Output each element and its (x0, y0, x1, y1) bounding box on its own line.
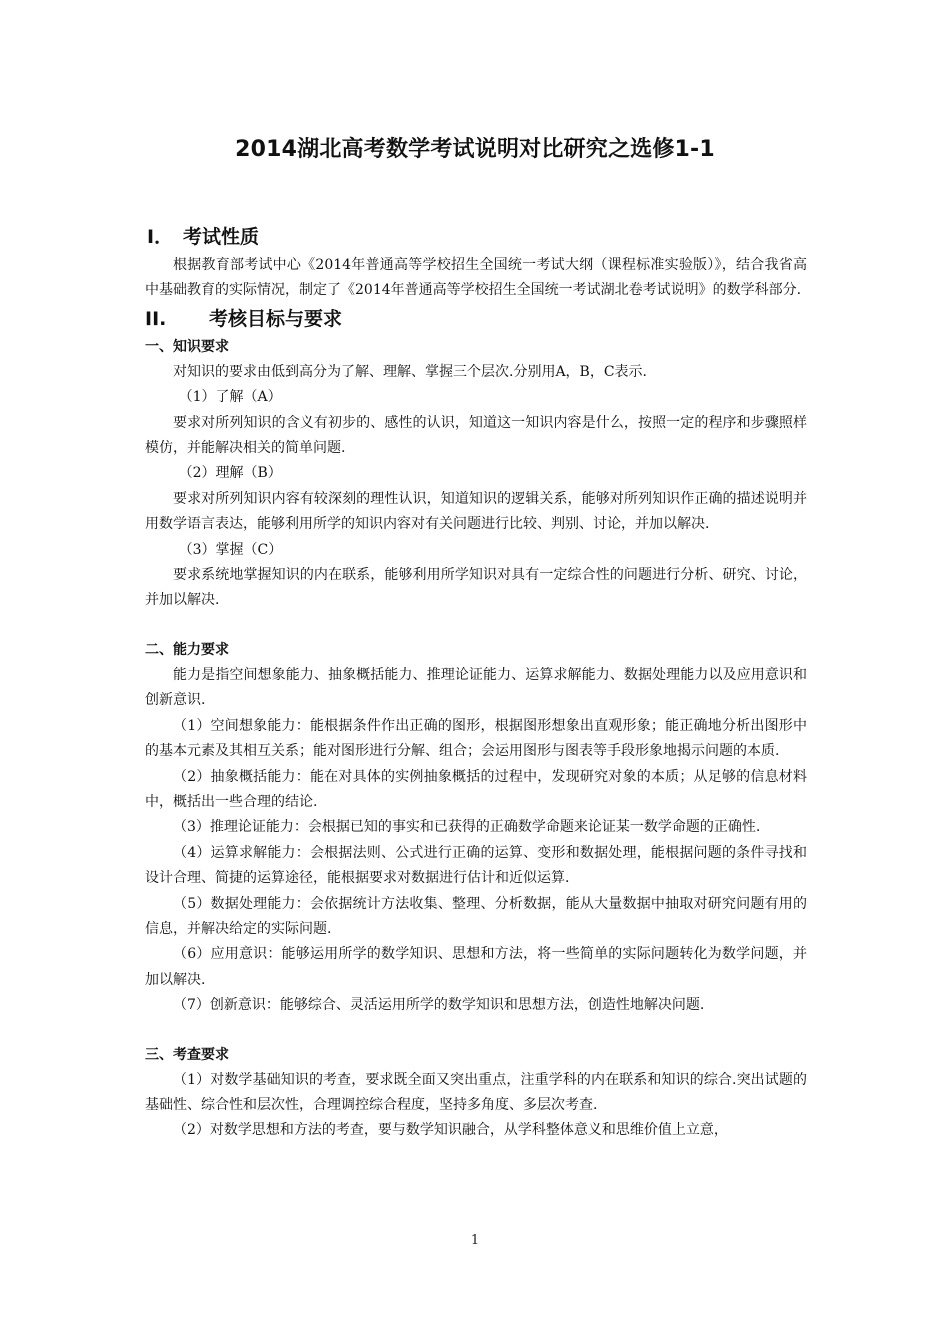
list-item: （1）对数学基础知识的考查，要求既全面又突出重点，注重学科的内在联系和知识的综合.突出试题的基础性、综合性和层次性，合理调控综合程度，坚持多角度、多层次考查. (145, 1071, 807, 1113)
subsection-heading-exam-requirements: 三、考查要求 (145, 1046, 229, 1063)
list-item: （7）创新意识：能够综合、灵活运用所学的数学知识和思想方法，创造性地解决问题. (173, 997, 705, 1014)
paragraph: 能力是指空间想象能力、抽象概括能力、推理论证能力、运算求解能力、数据处理能力以及应用意识和创新意识. (145, 666, 807, 709)
level-label: （1）了解（A） (178, 389, 282, 406)
paragraph: 根据教育部考试中心《2014年普通高等学校招生全国统一考试大纲（课程标准实验版）》，结合我省高中基础教育的实际情况，制定了《2014年普通高等学校招生全国统一考试湖北卷考试说明》的数学科部分. (145, 257, 807, 299)
list-item: （3）推理论证能力：会根据已知的事实和已获得的正确数学命题来论证某一数学命题的正确性. (173, 819, 761, 836)
spacer (145, 1019, 807, 1043)
subsection-heading-ability: 二、能力要求 (145, 641, 229, 658)
paragraph: 要求对所列知识的含义有初步的、感性的认识，知道这一知识内容是什么，按照一定的程序和步骤照样模仿，并能解决相关的简单问题. (145, 414, 807, 457)
paragraph: 要求对所列知识内容有较深刻的理性认识，知道知识的逻辑关系，能够对所列知识作正确的描述说明并用数学语言表达，能够利用所学的知识内容对有关问题进行比较、判别、讨论，并加以解决. (145, 490, 807, 533)
list-item: （6）应用意识：能够运用所学的数学知识、思想和方法，将一些简单的实际问题转化为数学问题，并加以解决. (145, 946, 807, 988)
section-heading-objectives (145, 304, 807, 335)
level-label: （2）理解（B） (178, 465, 282, 482)
section-heading-exam-nature (145, 222, 807, 253)
subsection-heading-knowledge: 一、知识要求 (145, 338, 229, 355)
page-number: 1 (470, 1233, 480, 1248)
list-item: （4）运算求解能力：会根据法则、公式进行正确的运算、变形和数据处理，能根据问题的条件寻找和设计合理、简捷的运算途径，能根据要求对数据进行估计和近似运算. (145, 844, 807, 887)
document-title: 2014湖北高考数学考试说明对比研究之选修1-1 (235, 137, 715, 162)
list-item: （1）空间想象能力：能根据条件作出正确的图形，根据图形想象出直观形象；能正确地分析出图形中的基本元素及其相互关系；能对图形进行分解、组合；会运用图形与图表等手段形象地揭示问题的本质. (145, 717, 807, 760)
list-item: （5）数据处理能力：会依据统计方法收集、整理、分析数据，能从大量数据中抽取对研究问题有用的信息，并解决给定的实际问题. (145, 895, 807, 937)
level-label: （3）掌握（C） (178, 541, 283, 558)
list-item: （2）抽象概括能力：能在对具体的实例抽象概括的过程中，发现研究对象的本质；从足够的信息材料中，概括出一些合理的结论. (145, 768, 807, 810)
section-number: ΙΙ. (145, 307, 167, 330)
section-title: 考试性质 (183, 226, 260, 248)
section-number: Ⅰ． (147, 226, 174, 248)
paragraph: 对知识的要求由低到高分为了解、理解、掌握三个层次.分别用A，B，C表示. (173, 363, 648, 380)
document-body (145, 222, 807, 1144)
paragraph: 要求系统地掌握知识的内在联系，能够利用所学知识对具有一定综合性的问题进行分析、研究、讨论，并加以解决. (145, 567, 807, 609)
section-title: 考核目标与要求 (209, 307, 343, 330)
list-item: （2）对数学思想和方法的考查，要与数学知识融合，从学科整体意义和思维价值上立意， (173, 1122, 728, 1139)
spacer (145, 614, 807, 638)
